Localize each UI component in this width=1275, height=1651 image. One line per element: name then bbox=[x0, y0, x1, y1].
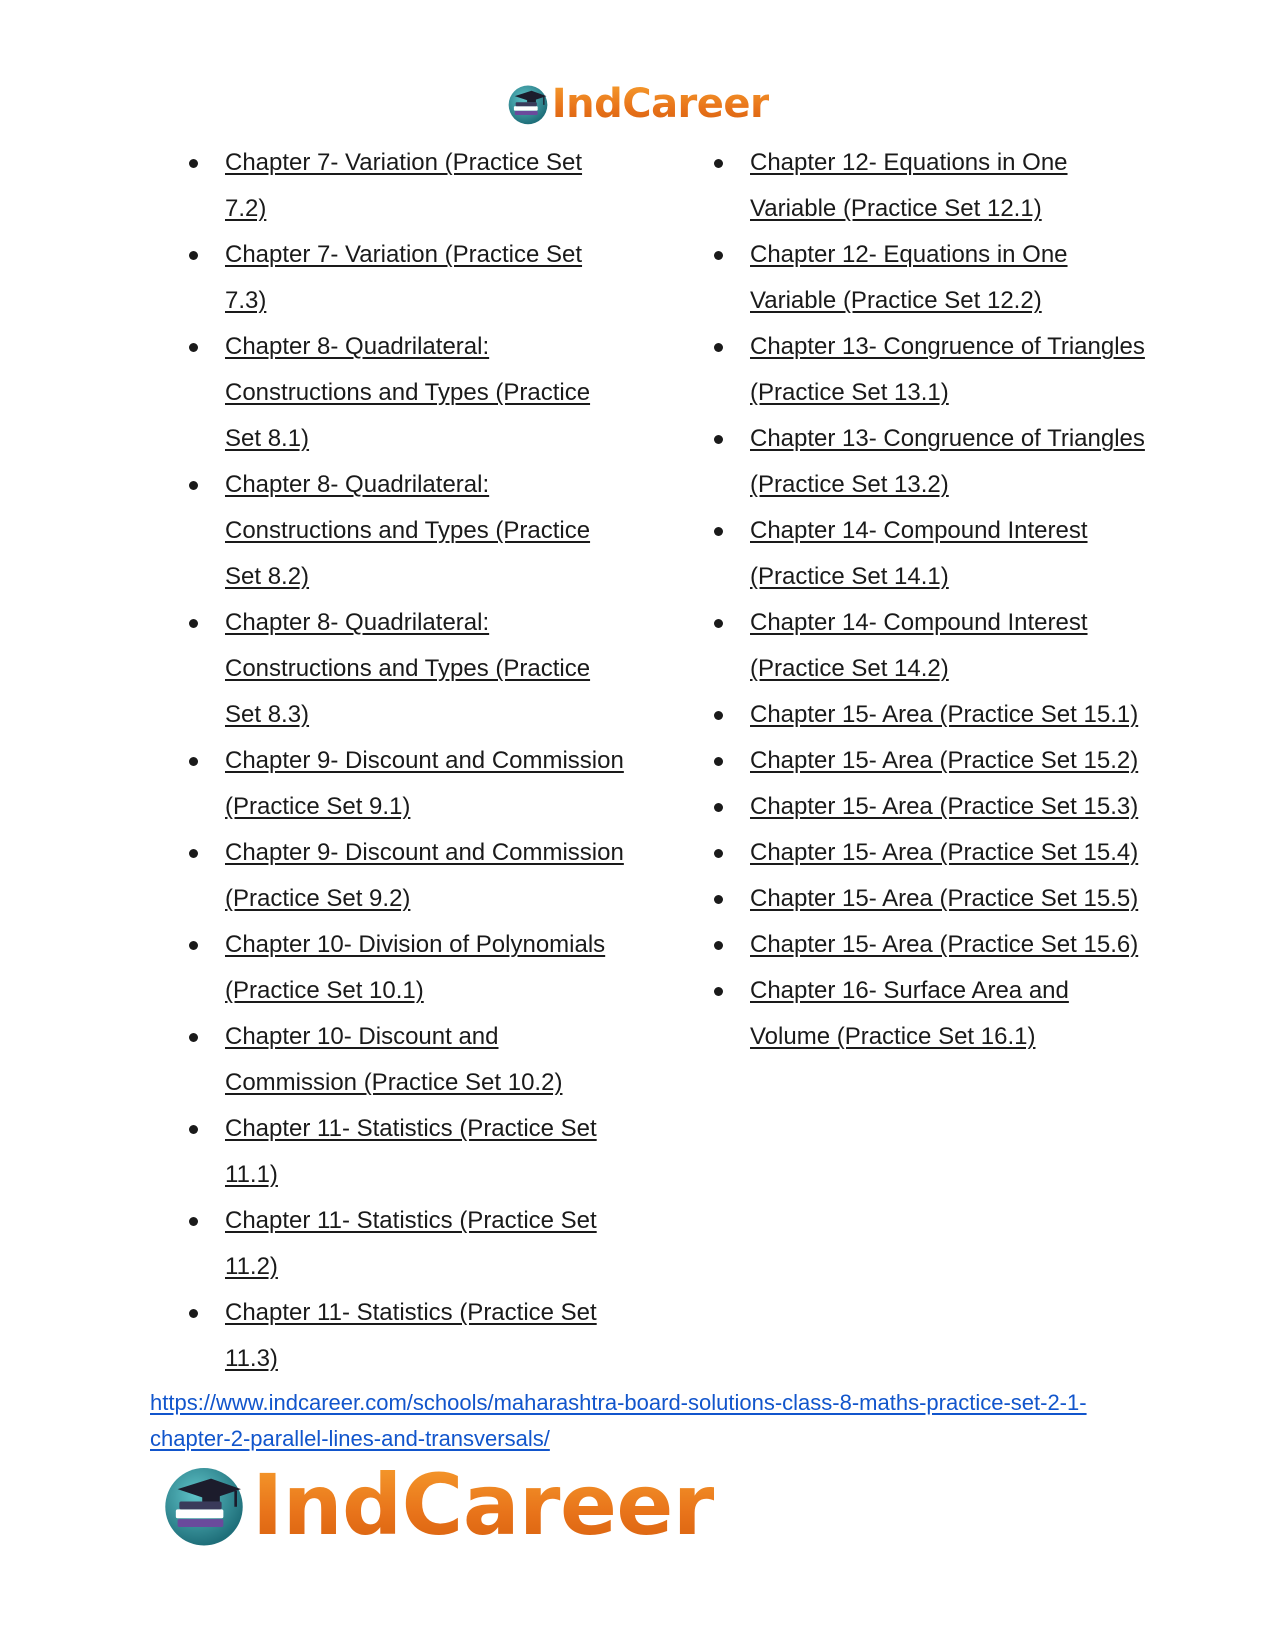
bullet-icon bbox=[189, 343, 198, 352]
list-item bbox=[712, 784, 1152, 830]
chapter-link[interactable]: Chapter 12- Equations in One Variable (Practice Set 12.2) bbox=[750, 241, 1068, 314]
right-column-list bbox=[712, 140, 1152, 1060]
chapter-link[interactable]: Chapter 7- Variation (Practice Set 7.3) bbox=[225, 241, 583, 314]
bullet-icon bbox=[714, 711, 723, 720]
list-item bbox=[187, 140, 627, 232]
graduation-cap-book-globe-icon bbox=[506, 82, 550, 126]
list-item bbox=[712, 416, 1152, 508]
list-item bbox=[187, 600, 627, 738]
chapter-link[interactable]: Chapter 15- Area (Practice Set 15.4) bbox=[750, 839, 1139, 866]
bullet-icon bbox=[189, 1217, 198, 1226]
chapter-link[interactable]: Chapter 8- Quadrilateral: Constructions and Types (Practice Set 8.2) bbox=[225, 471, 591, 590]
bullet-icon bbox=[714, 527, 723, 536]
list-item bbox=[712, 140, 1152, 232]
chapter-link[interactable]: Chapter 15- Area (Practice Set 15.3) bbox=[750, 793, 1139, 820]
bullet-icon bbox=[189, 1033, 198, 1042]
chapter-link[interactable]: Chapter 12- Equations in One Variable (Practice Set 12.1) bbox=[750, 149, 1068, 222]
bullet-icon bbox=[714, 849, 723, 858]
chapter-link[interactable]: Chapter 11- Statistics (Practice Set 11.3) bbox=[225, 1299, 597, 1372]
list-item bbox=[712, 508, 1152, 600]
list-item bbox=[712, 600, 1152, 692]
bullet-icon bbox=[189, 941, 198, 950]
list-item bbox=[187, 232, 627, 324]
bullet-icon bbox=[714, 987, 723, 996]
bullet-icon bbox=[189, 619, 198, 628]
chapter-link[interactable]: Chapter 13- Congruence of Triangles (Practice Set 13.2) bbox=[750, 425, 1145, 498]
bullet-icon bbox=[189, 849, 198, 858]
list-item bbox=[187, 1106, 627, 1198]
list-item bbox=[712, 692, 1152, 738]
chapter-link[interactable]: Chapter 13- Congruence of Triangles (Practice Set 13.1) bbox=[750, 333, 1145, 406]
chapter-link[interactable]: Chapter 9- Discount and Commission (Practice Set 9.2) bbox=[225, 839, 624, 912]
header-logo-text: IndCareer bbox=[551, 81, 770, 127]
bullet-icon bbox=[714, 343, 723, 352]
chapter-link[interactable]: Chapter 7- Variation (Practice Set 7.2) bbox=[225, 149, 583, 222]
bullet-icon bbox=[714, 757, 723, 766]
chapter-link[interactable]: Chapter 14- Compound Interest (Practice Set 14.1) bbox=[750, 517, 1088, 590]
chapter-link[interactable]: Chapter 10- Division of Polynomials (Practice Set 10.1) bbox=[225, 931, 606, 1004]
list-item bbox=[187, 1014, 627, 1106]
chapter-link[interactable]: Chapter 10- Discount and Commission (Practice Set 10.2) bbox=[225, 1023, 563, 1096]
bullet-icon bbox=[189, 1125, 198, 1134]
list-item bbox=[187, 462, 627, 600]
bullet-icon bbox=[189, 481, 198, 490]
list-item bbox=[187, 738, 627, 830]
list-item bbox=[187, 1290, 627, 1382]
chapter-link[interactable]: Chapter 11- Statistics (Practice Set 11.2) bbox=[225, 1207, 597, 1280]
bullet-icon bbox=[714, 895, 723, 904]
chapter-link[interactable]: Chapter 8- Quadrilateral: Constructions and Types (Practice Set 8.3) bbox=[225, 609, 591, 728]
chapter-link[interactable]: Chapter 8- Quadrilateral: Constructions and Types (Practice Set 8.1) bbox=[225, 333, 591, 452]
bullet-icon bbox=[189, 251, 198, 260]
chapter-link[interactable]: Chapter 15- Area (Practice Set 15.1) bbox=[750, 701, 1139, 728]
chapter-link[interactable]: Chapter 11- Statistics (Practice Set 11.1) bbox=[225, 1115, 597, 1188]
left-column-list bbox=[187, 140, 627, 1382]
source-url-link[interactable]: https://www.indcareer.com/schools/maharashtra-board-solutions-class-8-maths-practice-set-2-1-chapter-2-parallel-lines-and-transversals/ bbox=[150, 1390, 1087, 1451]
list-item bbox=[712, 830, 1152, 876]
list-item bbox=[712, 922, 1152, 968]
list-item bbox=[712, 876, 1152, 922]
list-item bbox=[712, 738, 1152, 784]
header-logo bbox=[506, 82, 770, 126]
bullet-icon bbox=[189, 159, 198, 168]
list-item bbox=[187, 1198, 627, 1290]
list-item bbox=[187, 922, 627, 1014]
list-item bbox=[187, 324, 627, 462]
list-item bbox=[712, 232, 1152, 324]
footer-logo bbox=[160, 1456, 714, 1554]
chapter-link[interactable]: Chapter 15- Area (Practice Set 15.2) bbox=[750, 747, 1139, 774]
bullet-icon bbox=[714, 251, 723, 260]
graduation-cap-book-globe-icon bbox=[160, 1461, 248, 1549]
bullet-icon bbox=[714, 159, 723, 168]
chapter-link[interactable]: Chapter 14- Compound Interest (Practice Set 14.2) bbox=[750, 609, 1088, 682]
header-logo-container bbox=[0, 78, 1275, 130]
list-item bbox=[712, 324, 1152, 416]
chapter-link[interactable]: Chapter 15- Area (Practice Set 15.6) bbox=[750, 931, 1139, 958]
bullet-icon bbox=[714, 941, 723, 950]
chapter-link[interactable]: Chapter 15- Area (Practice Set 15.5) bbox=[750, 885, 1139, 912]
bullet-icon bbox=[714, 435, 723, 444]
list-item bbox=[187, 830, 627, 922]
bullet-icon bbox=[189, 757, 198, 766]
bullet-icon bbox=[714, 803, 723, 812]
bullet-icon bbox=[189, 1309, 198, 1318]
bullet-icon bbox=[714, 619, 723, 628]
list-item bbox=[712, 968, 1152, 1060]
footer-logo-text: IndCareer bbox=[252, 1456, 714, 1554]
chapter-link[interactable]: Chapter 9- Discount and Commission (Practice Set 9.1) bbox=[225, 747, 624, 820]
chapter-link[interactable]: Chapter 16- Surface Area and Volume (Practice Set 16.1) bbox=[750, 977, 1069, 1050]
